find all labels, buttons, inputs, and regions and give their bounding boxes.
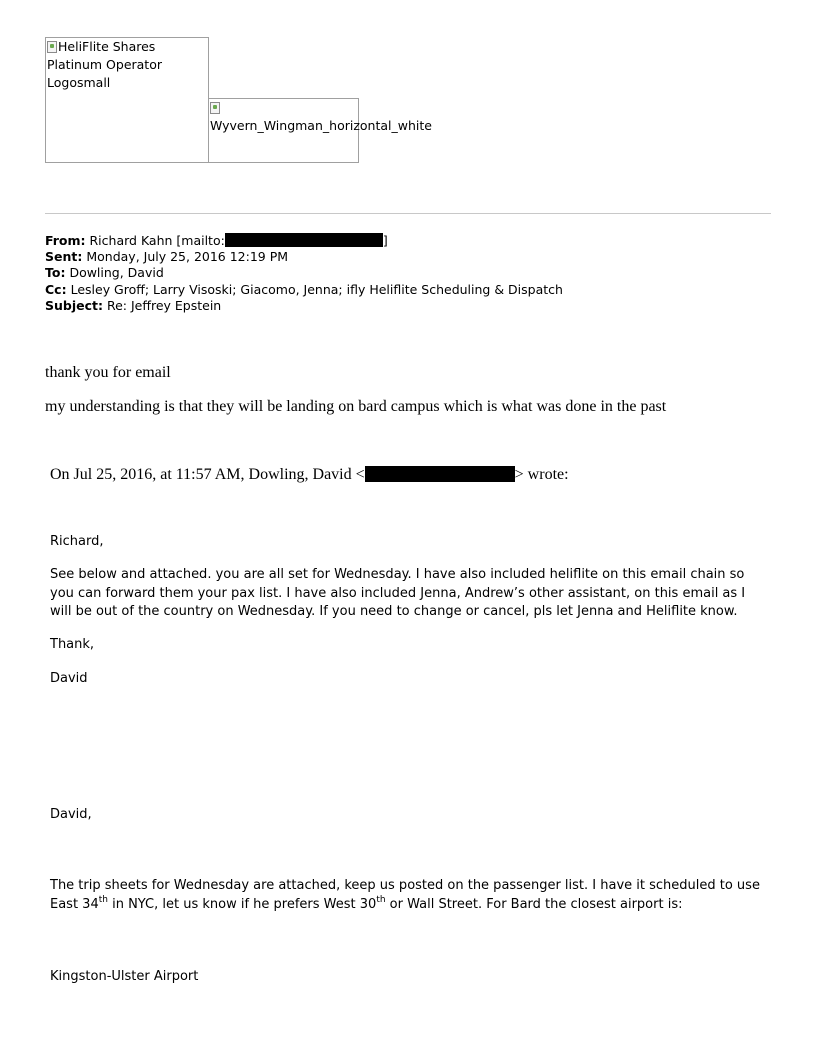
email-header <box>45 233 785 314</box>
quote-intro-end: > wrote: <box>514 466 569 483</box>
quoted-greeting: Richard, <box>50 534 104 549</box>
redacted-email-box <box>225 233 383 247</box>
wyvern-logo-alt-text: Wyvern_Wingman_horizontal_white <box>210 118 432 133</box>
quote-intro <box>50 465 790 485</box>
subject-value: Re: Jeffrey Epstein <box>106 297 222 313</box>
heliflite-logo-image <box>45 37 209 163</box>
header-divider <box>45 213 771 214</box>
reply-line-2: my understanding is that they will be landing on bard campus which is what was done in the past <box>45 398 667 415</box>
from-close: ] <box>382 233 388 248</box>
sent-value: Monday, July 25, 2016 12:19 PM <box>86 249 289 265</box>
to-value: Dowling, David <box>69 265 164 281</box>
earlier-text-a: The trip sheets for Wednesday are attached, keep us posted on the passenger list. I have it scheduled to use East 34 <box>50 878 760 912</box>
heliflite-logo-alt-text: HeliFlite Shares Platinum Operator Logosmall <box>47 39 162 90</box>
from-line <box>45 233 785 249</box>
airport-name: Kingston-Ulster Airport <box>50 969 199 984</box>
subject-line <box>45 298 785 314</box>
earlier-paragraph <box>50 877 775 914</box>
cc-value: Lesley Groff; Larry Visoski; Giacomo, Jenna; ifly Heliflite Scheduling & Dispatch <box>70 281 563 297</box>
superscript-th: th <box>98 894 108 905</box>
reply-line-1: thank you for email <box>45 364 171 381</box>
earlier-text-b: in NYC, let us know if he prefers West 30 <box>107 896 377 912</box>
cc-label: Cc: <box>45 281 67 297</box>
sent-label: Sent: <box>45 249 83 265</box>
to-line <box>45 265 785 281</box>
subject-label: Subject: <box>45 297 103 313</box>
quoted-thanks: Thank, <box>50 637 95 652</box>
redacted-email-box <box>365 466 515 482</box>
cc-line <box>45 282 785 298</box>
broken-image-icon <box>47 41 57 53</box>
earlier-text-c: or Wall Street. For Bard the closest airport is: <box>385 896 683 912</box>
quoted-signature: David <box>50 671 88 686</box>
broken-image-icon <box>210 102 220 114</box>
superscript-th: th <box>376 894 386 905</box>
from-value: Richard Kahn [mailto: <box>89 233 225 248</box>
earlier-greeting: David, <box>50 807 92 822</box>
quoted-paragraph: See below and attached. you are all set for Wednesday. I have also included heliflite on this email chain so you can forward them your pax list. I have also included Jenna, Andrew’s other assistant, on this email as I will be out of the country on Wednesday. If you need to change or cancel, pls let Jenna and Heliflite know. <box>50 567 746 619</box>
quote-intro-text: On Jul 25, 2016, at 11:57 AM, Dowling, David < <box>50 466 365 483</box>
to-label: To: <box>45 265 66 281</box>
sent-line <box>45 249 785 265</box>
from-label: From: <box>45 233 86 248</box>
wyvern-logo-image <box>208 98 432 163</box>
